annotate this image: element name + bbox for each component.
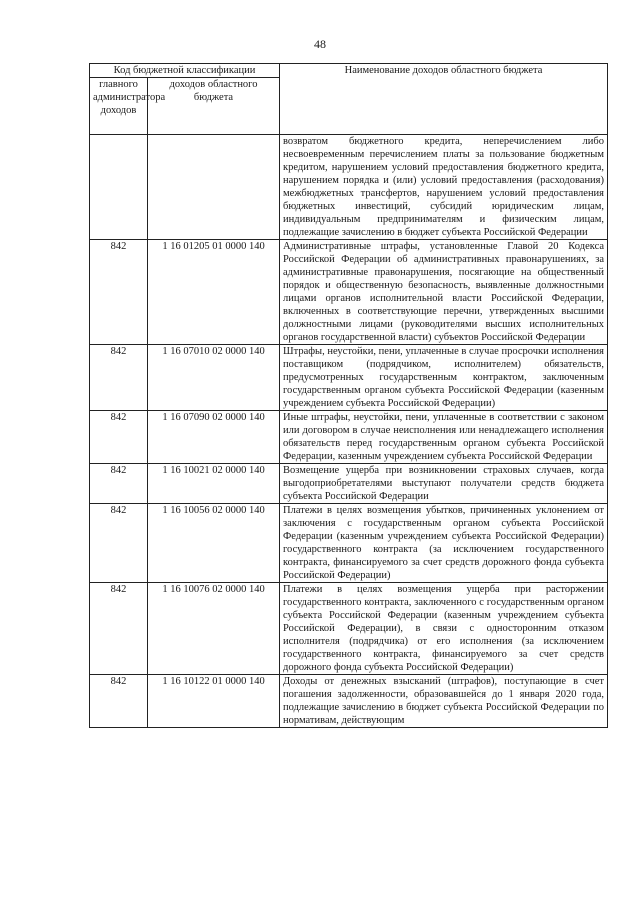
income-code-cell: 1 16 10122 01 0000 140 xyxy=(148,675,280,728)
header-income-name: Наименование доходов областного бюджета xyxy=(280,64,608,135)
income-code-cell: 1 16 10021 02 0000 140 xyxy=(148,464,280,504)
admin-code-cell: 842 xyxy=(90,583,148,675)
table-row xyxy=(90,504,608,583)
income-name-cell: Платежи в целях возмещения ущерба при расторжении государственного контракта, заключенного с государственным органом субъекта Российской Федерации (казенным учреждением субъекта Российской Федерации), в связи с односторонним отказом исполнителя (подрядчика) от его исполнения (за исключением государственного контракта, финансируемого за счет средств дорожного фонда субъекта Российской Федерации) xyxy=(280,583,608,675)
table-body xyxy=(90,135,608,728)
income-name-cell: Доходы от денежных взысканий (штрафов), поступающие в счет погашения задолженности, образовавшейся до 1 января 2020 года, подлежащие зачислению в бюджет субъекта Российской Федерации по нормативам, действующим xyxy=(280,675,608,728)
page-number: 48 xyxy=(314,37,326,51)
income-code-cell: 1 16 07010 02 0000 140 xyxy=(148,345,280,411)
table-row xyxy=(90,411,608,464)
income-name-cell: Штрафы, неустойки, пени, уплаченные в случае просрочки исполнения поставщиком (подрядчиком, исполнителем) обязательств, предусмотренных государственным контрактом, заключенным государственным органом субъекта Российской Федерации (казенным учреждением субъекта Российской Федерации) xyxy=(280,345,608,411)
budget-classification-table xyxy=(89,63,608,728)
table-header xyxy=(90,64,608,135)
table-row xyxy=(90,464,608,504)
admin-code-cell: 842 xyxy=(90,464,148,504)
table-row xyxy=(90,135,608,240)
admin-code-cell: 842 xyxy=(90,345,148,411)
admin-code-cell xyxy=(90,135,148,240)
header-regional-income: доходов областного бюджета xyxy=(148,78,280,135)
income-code-cell: 1 16 07090 02 0000 140 xyxy=(148,411,280,464)
table-row xyxy=(90,675,608,728)
admin-code-cell: 842 xyxy=(90,240,148,345)
table-row xyxy=(90,345,608,411)
income-code-cell: 1 16 01205 01 0000 140 xyxy=(148,240,280,345)
income-name-cell: возвратом бюджетного кредита, неперечислением либо несвоевременным перечислением платы за пользование бюджетным кредитом, нарушением условий предоставления бюджетного кредита, нарушением порядка и (или) условий предоставления (расходования) межбюджетных трансфертов, нарушением условий предоставления бюджетных инвестиций, субсидий юридическим лицам, индивидуальным предпринимателям и физическим лицам, подлежащие зачислению в бюджет субъекта Российской Федерации xyxy=(280,135,608,240)
income-name-cell: Административные штрафы, установленные Главой 20 Кодекса Российской Федерации об административных правонарушениях, за административные правонарушения, посягающие на общественный порядок и общественную безопасность, выявленные должностными лицами органов исполнительной власти Российской Федерации, включенных в соответствующие перечни, утвержденных высшими должностными лицами (руководителями высших исполнительных органов государственной власти) субъектов Российской Федерации xyxy=(280,240,608,345)
income-code-cell: 1 16 10076 02 0000 140 xyxy=(148,583,280,675)
admin-code-cell: 842 xyxy=(90,504,148,583)
income-name-cell: Платежи в целях возмещения убытков, причиненных уклонением от заключения с государственным органом субъекта Российской Федерации (казенным учреждением субъекта Российской Федерации) государственного контракта (за исключением государственного контракта, финансируемого за счет средств дорожного фонда субъекта Российской Федерации) xyxy=(280,504,608,583)
table-row xyxy=(90,583,608,675)
admin-code-cell: 842 xyxy=(90,675,148,728)
income-code-cell xyxy=(148,135,280,240)
header-group-budget-code: Код бюджетной классификации xyxy=(90,64,280,78)
header-chief-administrator: главного администратора доходов xyxy=(90,78,148,135)
income-name-cell: Возмещение ущерба при возникновении страховых случаев, когда выгодоприобретателями выступают получатели средств бюджета субъекта Российской Федерации xyxy=(280,464,608,504)
admin-code-cell: 842 xyxy=(90,411,148,464)
income-code-cell: 1 16 10056 02 0000 140 xyxy=(148,504,280,583)
income-name-cell: Иные штрафы, неустойки, пени, уплаченные в соответствии с законом или договором в случае неисполнения или ненадлежащего исполнения обязательств перед государственным органом субъекта Российской Федерации, казенным учреждением субъекта Российской Федерации xyxy=(280,411,608,464)
table-row xyxy=(90,240,608,345)
